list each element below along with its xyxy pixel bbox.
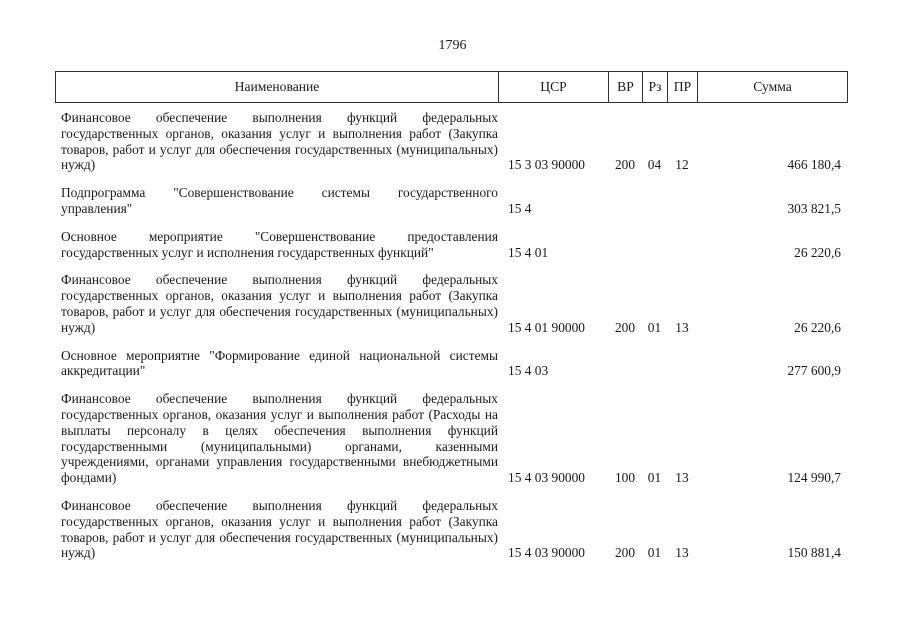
row-vr: 100 (614, 470, 636, 486)
row-csr: 15 3 03 90000 (508, 157, 585, 173)
row-csr: 15 4 01 90000 (508, 319, 585, 335)
row-pr: 12 (675, 157, 689, 173)
table-row (55, 185, 847, 217)
row-sum: 124 990,7 (787, 470, 841, 486)
row-name: Финансовое обеспечение выполнения функций федеральных государственных органов, оказания услуг и выполнения работ (Закупка товаров, работ и услуг для обеспечения государственных (муниципальных) нужд) (61, 110, 498, 173)
row-sum: 150 881,4 (787, 545, 841, 561)
row-name: Финансовое обеспечение выполнения функций федеральных государственных органов, оказания услуг и выполнения работ (Закупка товаров, работ и услуг для обеспечения государственных (муниципальных) нужд) (61, 497, 498, 561)
row-vr: 200 (614, 319, 636, 335)
header-vr: ВР (609, 72, 643, 103)
row-sum: 303 821,5 (787, 200, 841, 216)
row-sum: 466 180,4 (787, 157, 841, 173)
row-vr: 200 (614, 157, 636, 173)
table-row (55, 498, 847, 561)
table-row (55, 391, 847, 486)
row-name: Основное мероприятие "Совершенствование предоставления государственных услуг и исполнения государственных функций" (61, 228, 498, 260)
table-row (55, 272, 847, 335)
row-rz: 04 (647, 157, 662, 173)
row-sum: 277 600,9 (787, 363, 841, 379)
header-rz: Рз (643, 72, 668, 103)
row-pr: 13 (675, 545, 689, 561)
row-name: Финансовое обеспечение выполнения функций федеральных государственных органов, оказания услуг и выполнения работ (Закупка товаров, работ и услуг для обеспечения государственных (муниципальных) нужд) (61, 272, 498, 335)
row-csr: 15 4 01 (508, 244, 549, 260)
row-sum: 26 220,6 (794, 244, 841, 260)
header-sum: Сумма (698, 72, 848, 103)
table-row (55, 110, 847, 173)
row-rz: 01 (647, 470, 662, 486)
row-csr: 15 4 03 90000 (508, 470, 585, 486)
header-csr: ЦСР (499, 72, 609, 103)
row-csr: 15 4 (508, 200, 532, 216)
row-sum: 26 220,6 (794, 319, 841, 335)
row-rz: 01 (647, 545, 662, 561)
row-name: Подпрограмма "Совершенствование системы государственного управления" (61, 185, 498, 216)
page-number: 1796 (438, 38, 467, 53)
row-pr: 13 (675, 470, 689, 486)
table-header (55, 71, 848, 103)
row-csr: 15 4 03 (508, 363, 549, 379)
table-row (55, 348, 847, 380)
row-name: Финансовое обеспечение выполнения функций федеральных государственных органов, оказания услуг и выполнения работ (Расходы на выплаты персоналу в целях обеспечения выполнения функций государственными (муниципальными) органами, казенными учреждениями, органами управления государственными внебюджетными фондами) (61, 391, 498, 486)
row-pr: 13 (675, 319, 689, 335)
row-csr: 15 4 03 90000 (508, 545, 585, 561)
header-pr: ПР (668, 72, 698, 103)
table-body (55, 110, 847, 573)
row-vr: 200 (614, 545, 636, 561)
header-name: Наименование (56, 72, 499, 103)
row-name: Основное мероприятие "Формирование единой национальной системы аккредитации" (61, 347, 498, 379)
row-rz: 01 (647, 319, 662, 335)
table-row (55, 229, 847, 261)
